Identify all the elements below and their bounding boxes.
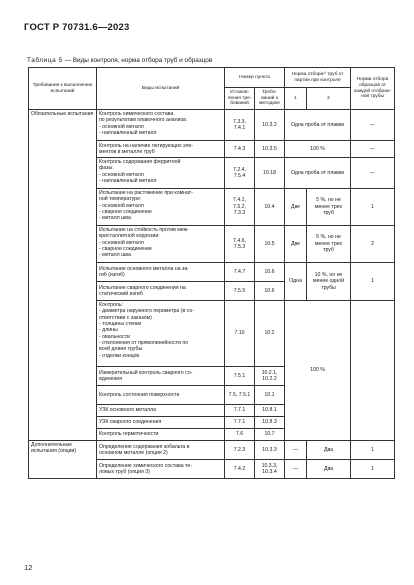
sampling-norm-1: Две [285,226,307,263]
test-type: Контроль герметичности [97,429,225,441]
table-caption-text: — Виды контроля, норма отбора труб и образцов [62,57,213,64]
sample-count: — [351,110,395,141]
clause-req: 7.5.1 [225,367,255,386]
sampling-norm-2: Два [307,441,351,460]
inspection-table [28,67,395,479]
test-type: Контроль на наличие легирующих эле- ментов в металле труб [97,141,225,158]
test-type: Испытание на стойкость против меж- кристаллитной коррозии: - основной металл - сварное соединение - металл шва [97,226,225,263]
sample-count: — [351,141,395,158]
clause-req: 7.6 [225,429,255,441]
page-number: 12 [24,563,33,572]
clause-meth: 10.3.2 [255,110,285,141]
test-type: УЗК основного металла [97,405,225,417]
header-clause-req: Установ-ления тре-бований [225,88,255,110]
header-norm-1: 1 [285,88,307,110]
clause-meth: 10.7 [255,429,285,441]
clause-req: 7.4.3 [225,141,255,158]
table-row [29,441,395,460]
clause-meth: 10.3.3, 10.3.4 [255,460,285,479]
clause-meth: 10.2 [255,301,285,367]
header-samples: Норма отбора образцов от каждой отобран-ной трубы [351,68,395,110]
clause-req: 7.10 [225,301,255,367]
document-header: ГОСТ Р 70731.6—2023 [24,22,130,33]
clause-req: 7.2.3 [225,441,255,460]
table-row [29,110,395,141]
sampling-norm: Одна проба от плавки [285,110,351,141]
clause-meth: 10.8.1 [255,405,285,417]
clause-meth: 10.3.3 [255,441,285,460]
sampling-norm-1: — [285,441,307,460]
test-type: Контроль: - диаметра наружного периметра (в со- ответствии с заказом) - толщины стенки - длины - овальности - отклонения от прямолинейности по всей длине трубы - отделки концов [97,301,225,367]
sampling-norm-2: 5 %, но не менее трех труб [307,226,351,263]
clause-meth: 10.3.5 [255,141,285,158]
header-clause-meth: Требо-ваний к методике [255,88,285,110]
test-type: Измерительный контроль сварного со- единения [97,367,225,386]
sampling-norm: Одна проба от плавки [285,158,351,189]
clause-meth: 10.5 [255,226,285,263]
sampling-norm-1: — [285,460,307,479]
clause-req: 7.5, 7.5.1 [225,386,255,405]
test-type: УЗК сварного соединения [97,417,225,429]
clause-req: 7.4.2 [225,460,255,479]
sample-count: 1 [351,441,395,460]
clause-req: 7.4.6, 7.5.3 [225,226,255,263]
header-norm: Норма отбора¹⁾ труб от партии при контроле [285,68,351,88]
table-caption [27,57,212,64]
sampling-norm: 100 % [285,141,351,158]
clause-req: 7.5.5 [225,282,255,301]
header-norm-2: 2 [307,88,351,110]
sample-count: 1 [351,189,395,226]
sample-count: 1 [351,263,395,301]
table-caption-label: Таблица 5 [27,57,63,64]
test-type: Контроль содержания ферритной фазы: - основной металл - наплавленный металл [97,158,225,189]
clause-req: 7.7.1 [225,417,255,429]
clause-req: 7.2.4, 7.5.4 [225,158,255,189]
test-type: Определение содержания кобальта в основном металле (опция 2) [97,441,225,460]
header-requirements: Требования к выполнению испытаний [29,68,97,110]
header-types: Виды испытаний [97,68,225,110]
test-type: Испытание на растяжение при комнат- ной температуре: - основной металл - сварное соединение - металл шва [97,189,225,226]
sample-count: 1 [351,460,395,479]
clause-req: 7.3.3, 7.4.1 [225,110,255,141]
sampling-norm-2: Два [307,460,351,479]
header-clause: Номер пункта [225,68,285,88]
clause-meth: 10.6 [255,282,285,301]
test-type: Контроль состояния поверхности [97,386,225,405]
sampling-norm-1: Две [285,189,307,226]
clause-req: 7.4.7 [225,263,255,282]
clause-meth: 10.18 [255,158,285,189]
sampling-norm-2: 5 %, но не менее трех труб [307,189,351,226]
sample-count: — [351,158,395,189]
clause-meth: 10.8.3 [255,417,285,429]
clause-req: 7.4.1, 7.5.2, 7.3.3 [225,189,255,226]
sampling-norm-2: 10 %, но не менее одной трубы [307,263,351,301]
sampling-norm-1: Одна [285,263,307,301]
sample-count: 2 [351,226,395,263]
sampling-norm: 100 % [285,301,351,441]
clause-meth: 10.2.1, 10.2.2 [255,367,285,386]
clause-meth: 10.6 [255,263,285,282]
group-optional: Дополнительные испытания (опции) [29,441,97,479]
group-mandatory: Обязательные испытания [29,110,97,441]
test-type: Контроль химического состава по результатам плавочного анализа: - основной металл - наплавленный металл [97,110,225,141]
test-type: Определение химического состава те- ловых труб (опция 3) [97,460,225,479]
clause-meth: 10.1 [255,386,285,405]
clause-req: 7.7.1 [225,405,255,417]
sample-count-empty [351,301,395,441]
test-type: Испытание сварного соединения на статический изгиб [97,282,225,301]
test-type: Испытание основного металла на за- гиб (изгиб) [97,263,225,282]
clause-meth: 10.4 [255,189,285,226]
